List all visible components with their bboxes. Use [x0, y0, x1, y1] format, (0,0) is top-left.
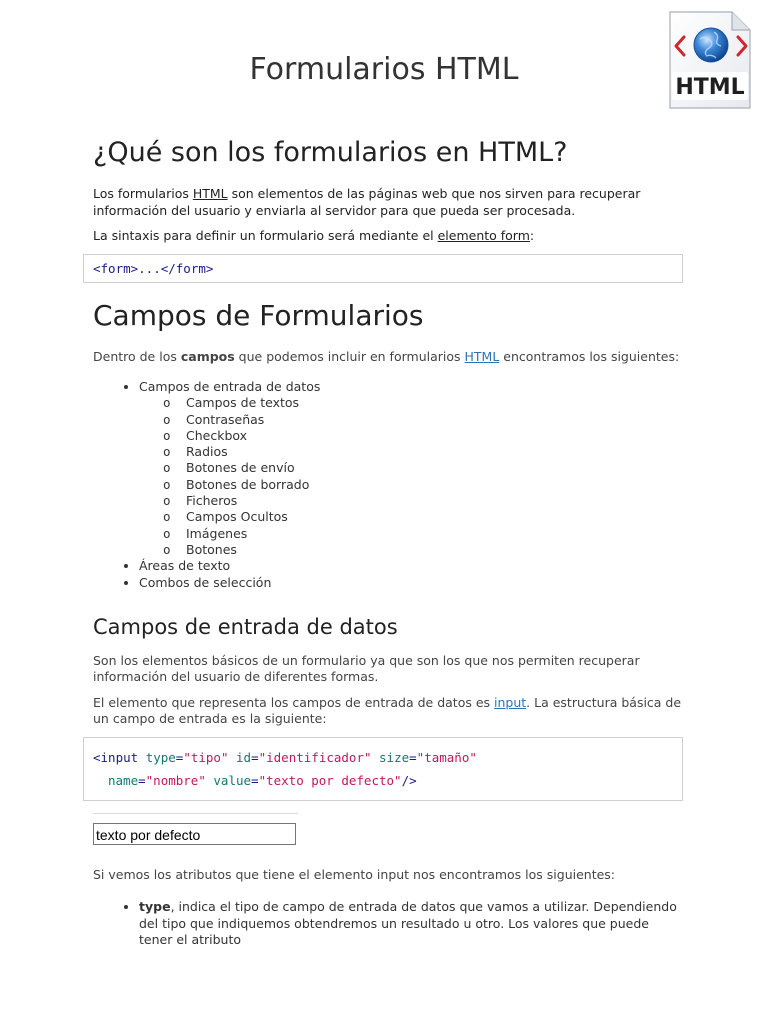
sublist-item-label: Imágenes	[186, 525, 248, 541]
code-block-form: <form>...</form>	[83, 254, 683, 283]
text: son elementos de las páginas web que nos sirven para recuperar información del usuario y enviarla al servidor para que pueda ser procesada.	[93, 186, 641, 218]
bold-text: campos	[180, 348, 235, 364]
code-block-input	[83, 737, 683, 801]
sub-bullet-marker: o	[163, 427, 171, 443]
sub-bullet-marker: o	[163, 476, 171, 492]
attribute-name: type	[139, 899, 171, 915]
sub-bullet-marker: o	[163, 525, 171, 541]
sublist-item-label: Contraseñas	[186, 411, 265, 427]
sublist-item	[163, 411, 685, 428]
sublist-item	[163, 541, 685, 558]
paragraph-input	[93, 695, 685, 728]
list-item	[139, 379, 685, 558]
html-link[interactable]: HTML	[464, 348, 500, 364]
code-eq: =	[251, 772, 259, 788]
elemento-form-link[interactable]: elemento form	[437, 228, 530, 243]
code-attr: value	[213, 772, 252, 788]
sub-bullet-marker: o	[163, 460, 171, 476]
logo-text: HTML	[675, 75, 745, 100]
sub-bullet-marker: o	[163, 411, 171, 427]
code-value: "tamaño"	[416, 749, 477, 765]
text: El elemento que representa los campos de entrada de datos es	[93, 694, 495, 710]
paragraph-entrada-intro: Son los elementos básicos de un formulario ya que son los que nos permiten recuperar información del usuario de diferentes formas.	[93, 652, 640, 685]
page-title: Formularios HTML	[249, 52, 519, 87]
sub-bullet-marker: o	[163, 395, 171, 411]
sub-bullet-marker: o	[163, 493, 171, 509]
code-attr: type	[145, 749, 176, 765]
section-heading-entrada: Campos de entrada de datos	[93, 614, 398, 639]
text: :	[529, 228, 535, 243]
code-eq: =	[138, 772, 146, 788]
sublist-item-label: Campos de textos	[186, 395, 300, 411]
code-value: "nombre"	[145, 772, 206, 788]
divider	[93, 813, 298, 814]
sublist-item-label: Radios	[186, 444, 228, 460]
list-item-label: Combos de selección	[139, 574, 272, 590]
section-heading-campos: Campos de Formularios	[93, 298, 424, 332]
text: que podemos incluir en formularios	[234, 348, 465, 364]
code-eq: =	[251, 749, 259, 765]
code-attr: size	[379, 749, 410, 765]
text: Dentro de los	[93, 348, 181, 364]
sub-bullet-marker: o	[163, 444, 171, 460]
html-link[interactable]: HTML	[192, 186, 228, 201]
sublist-item	[163, 395, 685, 411]
list-item-label: Campos de entrada de datos	[139, 379, 321, 394]
code-line	[93, 746, 673, 769]
code-value: "texto por defecto"	[258, 772, 402, 788]
text: La sintaxis para definir un formulario será mediante el	[93, 228, 438, 243]
attribute-description: , indica el tipo de campo de entrada de datos que vamos a utilizar. Dependiendo del tipo que indiquemos obtendremos un resultado u otro. Los valores que puede tener el atributo	[139, 899, 677, 948]
section-heading-que-son: ¿Qué son los formularios en HTML?	[93, 137, 568, 168]
sublist-item-label: Botones	[186, 541, 237, 557]
sublist-item	[163, 427, 685, 444]
sublist-item	[163, 493, 685, 509]
sub-bullet-marker: o	[163, 541, 171, 557]
sublist-item-label: Botones de envío	[186, 460, 295, 476]
input-link[interactable]: input	[494, 694, 527, 710]
sub-bullet-marker: o	[163, 509, 171, 525]
paragraph-campos-intro	[93, 349, 685, 366]
html-file-logo	[666, 10, 754, 112]
code-tag: />	[401, 772, 417, 788]
sublist-item-label: Campos Ocultos	[186, 509, 288, 525]
field-types-list	[93, 379, 685, 591]
sublist-item	[163, 444, 685, 460]
paragraph-syntax	[93, 228, 685, 245]
code-value: "tipo"	[183, 749, 229, 765]
code-attr: name	[108, 772, 139, 788]
sublist-item-label: Botones de borrado	[186, 476, 310, 492]
paragraph-atributos: Si vemos los atributos que tiene el elemento input nos encontramos los siguientes:	[93, 866, 616, 882]
text: Los formularios	[93, 186, 193, 201]
code-attr: id	[236, 749, 252, 765]
sublist-item	[163, 509, 685, 525]
code-tag: <input	[93, 749, 139, 765]
sublist-item	[163, 476, 685, 493]
sample-text-input[interactable]: texto por defecto	[93, 823, 296, 845]
html-document-icon	[666, 10, 754, 112]
code-value: "identificador"	[258, 749, 372, 765]
document-content	[93, 136, 685, 949]
sublist-item-label: Ficheros	[186, 493, 238, 509]
code-eq: =	[175, 749, 184, 765]
sublist-item	[163, 460, 685, 476]
paragraph-intro	[93, 186, 685, 219]
text: . La estructura básica de un campo de entrada es la siguiente:	[93, 694, 682, 727]
sublist-item-label: Checkbox	[186, 427, 248, 443]
list-item-label: Áreas de texto	[139, 558, 231, 574]
attribute-list	[93, 899, 685, 949]
code-eq: =	[409, 749, 417, 765]
sublist	[139, 395, 685, 558]
text: encontramos los siguientes:	[499, 348, 680, 364]
code-line	[93, 769, 673, 792]
list-item	[139, 558, 685, 574]
list-item	[139, 575, 685, 591]
attribute-item	[139, 899, 685, 949]
sublist-item	[163, 525, 685, 542]
